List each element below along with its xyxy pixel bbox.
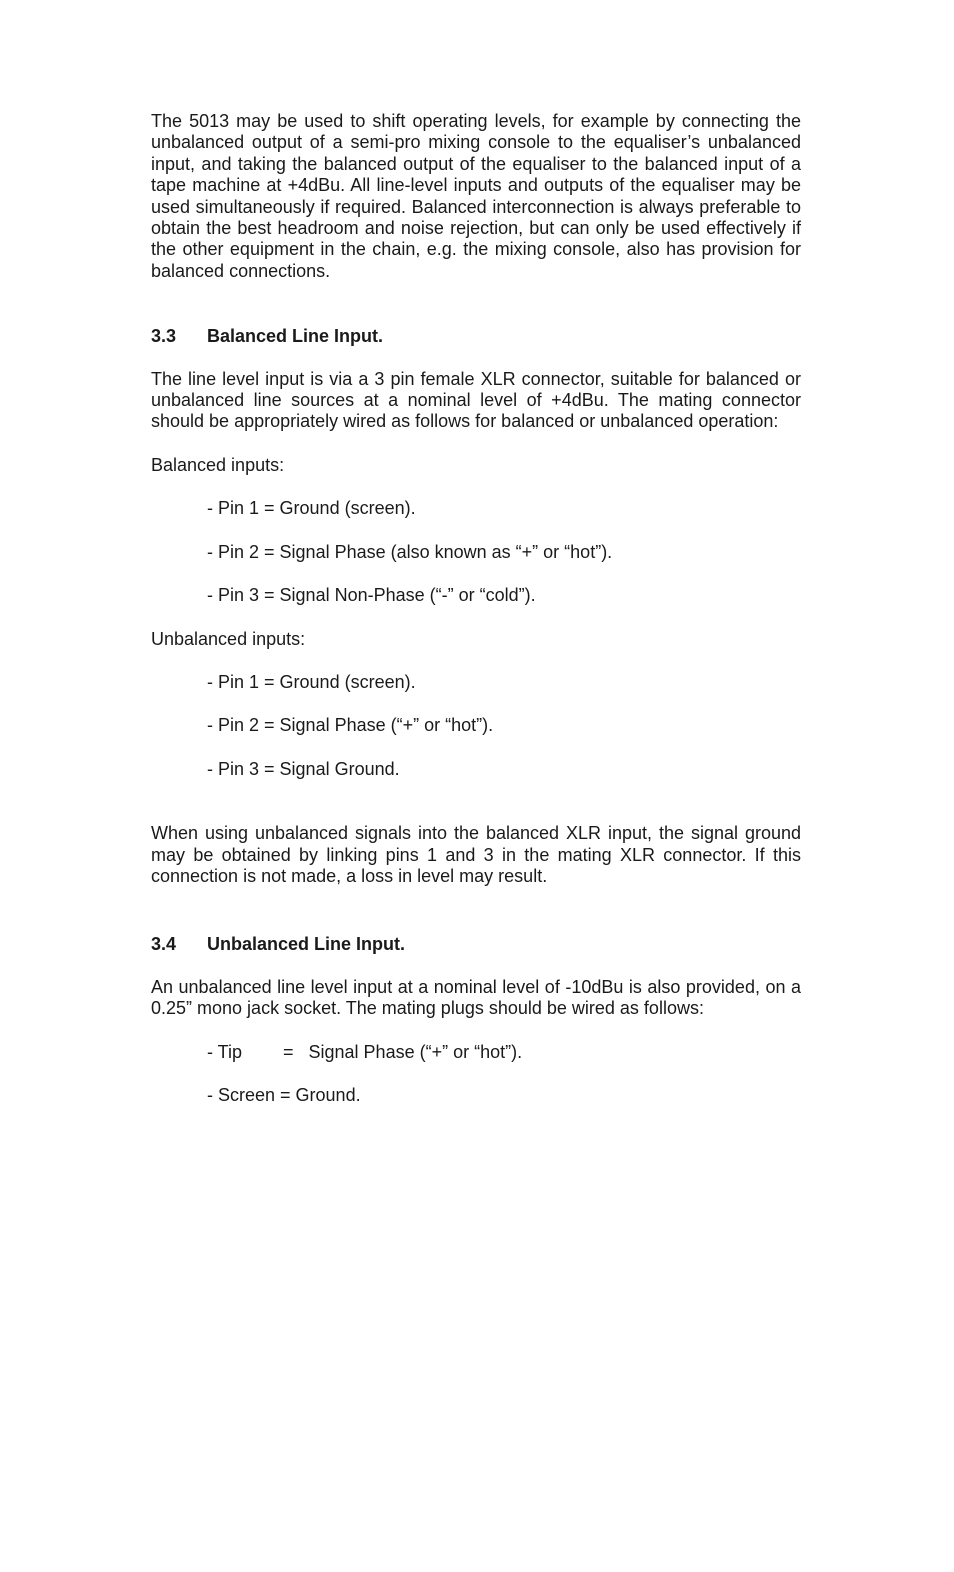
tip-label: - Tip [207,1041,243,1062]
intro-paragraph: The 5013 may be used to shift operating levels, for example by connecting the unbalanced output of a semi-pro mixing console to the equaliser’s unbalanced input, and taking the balanced output of the equaliser to the balanced input of a tape machine at +4dBu. All line-level inputs and outputs of the equaliser may be used simultaneously if required. Balanced interconnection is always preferable to obtain the best headroom and noise rejection, but can only be used effectively if the other equipment in the chain, e.g. the mixing console, also has provision for balanced connections. [151,111,801,281]
balanced-pin-3: - Pin 3 = Signal Non-Phase (“-” or “cold”). [207,585,536,606]
section-number: 3.4 [151,934,177,955]
tip-value: = Signal Phase (“+” or “hot”). [283,1041,523,1062]
section-title: Balanced Line Input. [207,326,384,347]
balanced-inputs-label: Balanced inputs: [151,454,285,475]
unbalanced-inputs-label: Unbalanced inputs: [151,628,306,649]
document-page [151,111,801,1106]
tip-wiring-line [151,1042,801,1063]
unbalanced-pin-2: - Pin 2 = Signal Phase (“+” or “hot”). [207,715,494,736]
balanced-pin-2: - Pin 2 = Signal Phase (also known as “+” or “hot”). [207,541,613,562]
balanced-pin-1: - Pin 1 = Ground (screen). [207,498,416,519]
screen-wiring-line: - Screen = Ground. [207,1084,361,1105]
unbalanced-note-paragraph: When using unbalanced signals into the balanced XLR input, the signal ground may be obtained by linking pins 1 and 3 in the mating XLR connector. If this connection is not made, a loss in level may result. [151,823,801,886]
section-3-4-heading [151,934,801,955]
section-title: Unbalanced Line Input. [207,934,406,955]
unbalanced-pin-1: - Pin 1 = Ground (screen). [207,671,416,692]
section-3-3-heading [151,326,801,347]
unbalanced-pin-3: - Pin 3 = Signal Ground. [207,758,400,779]
section-number: 3.3 [151,326,177,347]
balanced-input-paragraph: The line level input is via a 3 pin female XLR connector, suitable for balanced or unbalanced line sources at a nominal level of +4dBu. The mating connector should be appropriately wired as follows for balanced or unbalanced operation: [151,368,801,432]
unbalanced-input-paragraph: An unbalanced line level input at a nominal level of -10dBu is also provided, on a 0.25” mono jack socket. The mating plugs should be wired as follows: [151,976,801,1019]
